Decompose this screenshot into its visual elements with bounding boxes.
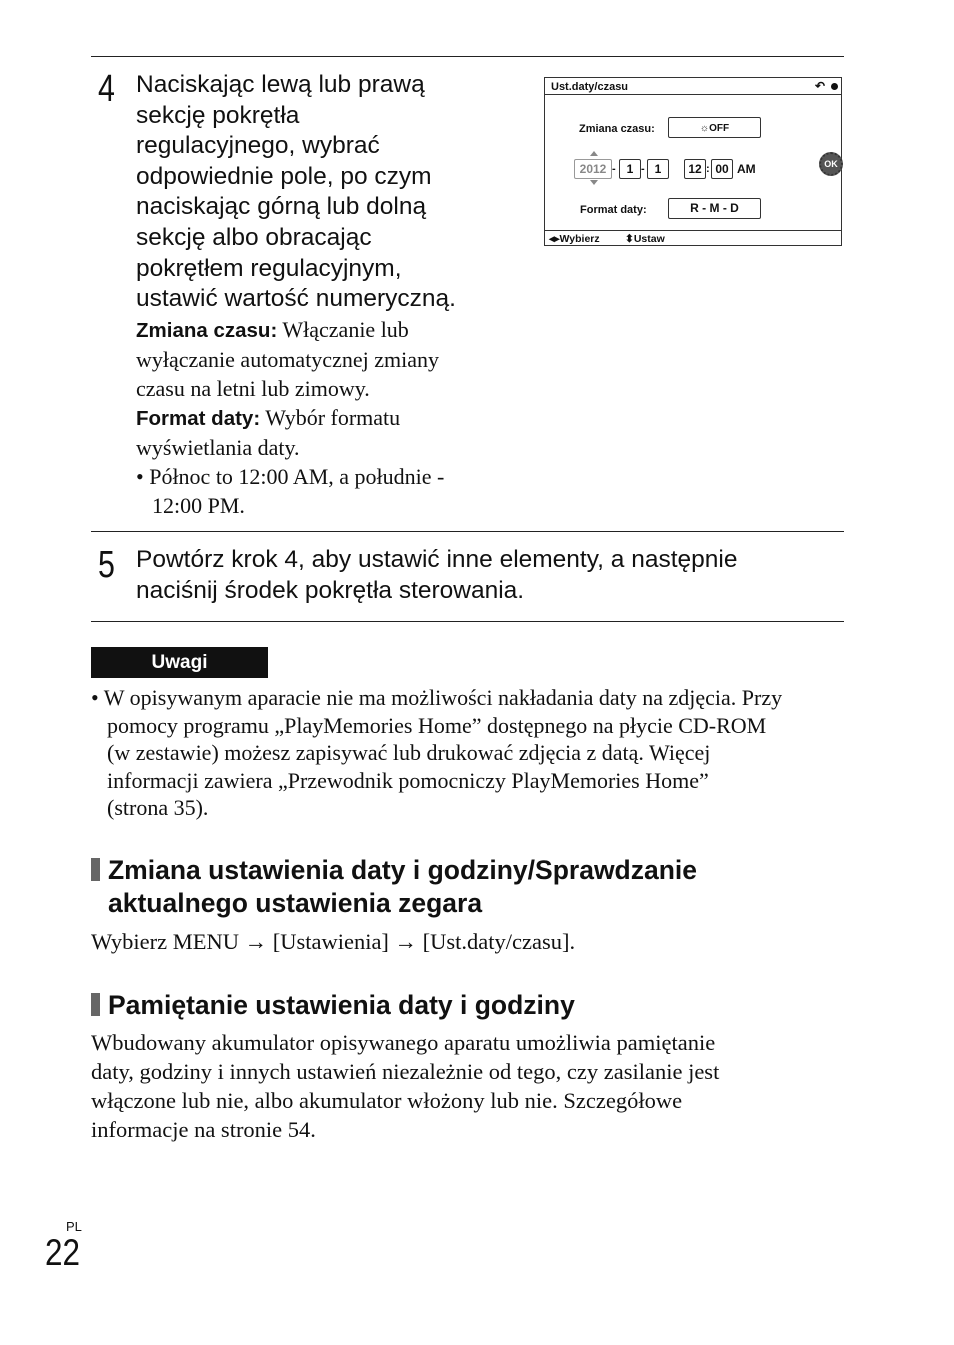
section-1-text: Wybierz MENU → [Ustawienia] → [Ust.daty/czasu]. (91, 929, 576, 954)
day-field[interactable]: 1 (647, 159, 669, 179)
hint-set: ⬍Ustaw (625, 233, 665, 245)
zmiana-czasu-line (136, 315, 516, 345)
zmiana-czasu-desc-2: wyłączanie automatycznej zmiany (136, 347, 439, 372)
bullet-line-1: • Północ to 12:00 AM, a południe - (136, 464, 445, 489)
up-down-arrows-icon: ⬍ (625, 233, 634, 245)
year-field[interactable]: 2012 (574, 159, 612, 179)
sun-off-icon: ☼OFF (699, 123, 730, 134)
section-marker-icon (91, 993, 100, 1016)
step-5-number: 5 (98, 544, 115, 586)
format-daty-desc-2: wyświetlania daty. (136, 435, 300, 460)
return-icon: ↶ (814, 79, 825, 93)
step-4-number: 4 (98, 68, 115, 110)
camera-screen: Ust.daty/czasu ↶ Zmiana czasu: ☼OFF 2012 - 1 - 1 12 : 00 AM OK Format daty: R - M - D ◂▸Wybierz ⬍Ustaw (544, 77, 842, 246)
format-field[interactable]: R - M - D (668, 198, 761, 219)
step-4-line: ustawić wartość numeryczną. (136, 285, 456, 313)
step-4-instructions (136, 70, 526, 315)
top-rule (91, 56, 844, 57)
format-daty-line (136, 403, 516, 433)
notes-heading: Uwagi (91, 647, 268, 678)
zmiana-czasu-label: Zmiana czasu: (136, 319, 278, 342)
down-arrow-icon (590, 180, 598, 185)
bullet-line-2: 12:00 PM. (152, 493, 245, 518)
ampm-value: AM (737, 162, 756, 176)
notes-text: • W opisywanym aparacie nie ma możliwości nakładania daty na zdjęcia. Przy pomocy programu „PlayMemories Home” dostępnego na płycie CD-ROM (w zestawie) możesz zapisywać lub drukować zdjęcia z datą. Więcej informacji zawiera „Przewodnik pomocniczy PlayMemories Home” (strona 35). (91, 685, 783, 820)
step-4-line: regulacyjnego, wybrać (136, 132, 380, 160)
step-divider (91, 531, 844, 532)
ok-button-icon[interactable]: OK (819, 152, 843, 176)
dst-field[interactable] (668, 117, 761, 138)
left-right-arrows-icon: ◂▸ (549, 233, 560, 245)
step-4-line: pokrętłem regulacyjnym, (136, 254, 402, 282)
step-4-details (136, 315, 516, 520)
section-2-heading: Pamiętanie ustawienia daty i godziny (91, 989, 575, 1022)
up-arrow-icon (590, 151, 598, 156)
hint-select: ◂▸Wybierz (549, 233, 600, 245)
step-4-line: odpowiednie pole, po czym (136, 162, 432, 190)
section-2-text: Wbudowany akumulator opisywanego aparatu umożliwia pamiętanie daty, godziny i innych ustawień niezależnie od tego, czy zasilanie jest włączone lub nie, albo akumulator włożony lub nie. Szczegółowe informacje na stronie 54. (91, 1030, 720, 1142)
screen-zmiana-label: Zmiana czasu: (579, 123, 655, 135)
section-marker-icon (91, 858, 100, 881)
screen-format-label: Format daty: (580, 204, 647, 216)
step-4-line: sekcję pokrętła (136, 101, 300, 129)
hour-field[interactable]: 12 (684, 159, 706, 179)
step-5-instructions: Powtórz krok 4, aby ustawić inne elementy, a następnie naciśnij środek pokrętła sterowania. (136, 546, 738, 604)
dot-icon (831, 83, 838, 90)
zmiana-czasu-desc: Włączanie lub (277, 317, 409, 342)
month-field[interactable]: 1 (619, 159, 641, 179)
minute-field[interactable]: 00 (711, 159, 733, 179)
format-daty-label: Format daty: (136, 407, 261, 430)
step-4-line: naciskając górną lub dolną (136, 193, 427, 221)
bottom-step-rule (91, 621, 844, 622)
screen-title: Ust.daty/czasu (551, 81, 629, 93)
page-number: 22 (45, 1232, 80, 1273)
section-1-heading: Zmiana ustawienia daty i godziny/Sprawdzanie aktualnego ustawienia zegara (91, 854, 697, 920)
step-4-line: Naciskając lewą lub prawą (136, 71, 425, 98)
format-daty-desc: Wybór formatu (260, 405, 401, 430)
language-code: PL (66, 1219, 82, 1234)
zmiana-czasu-desc-3: czasu na letni lub zimowy. (136, 376, 370, 401)
step-4-line: sekcję albo obracając (136, 223, 372, 251)
